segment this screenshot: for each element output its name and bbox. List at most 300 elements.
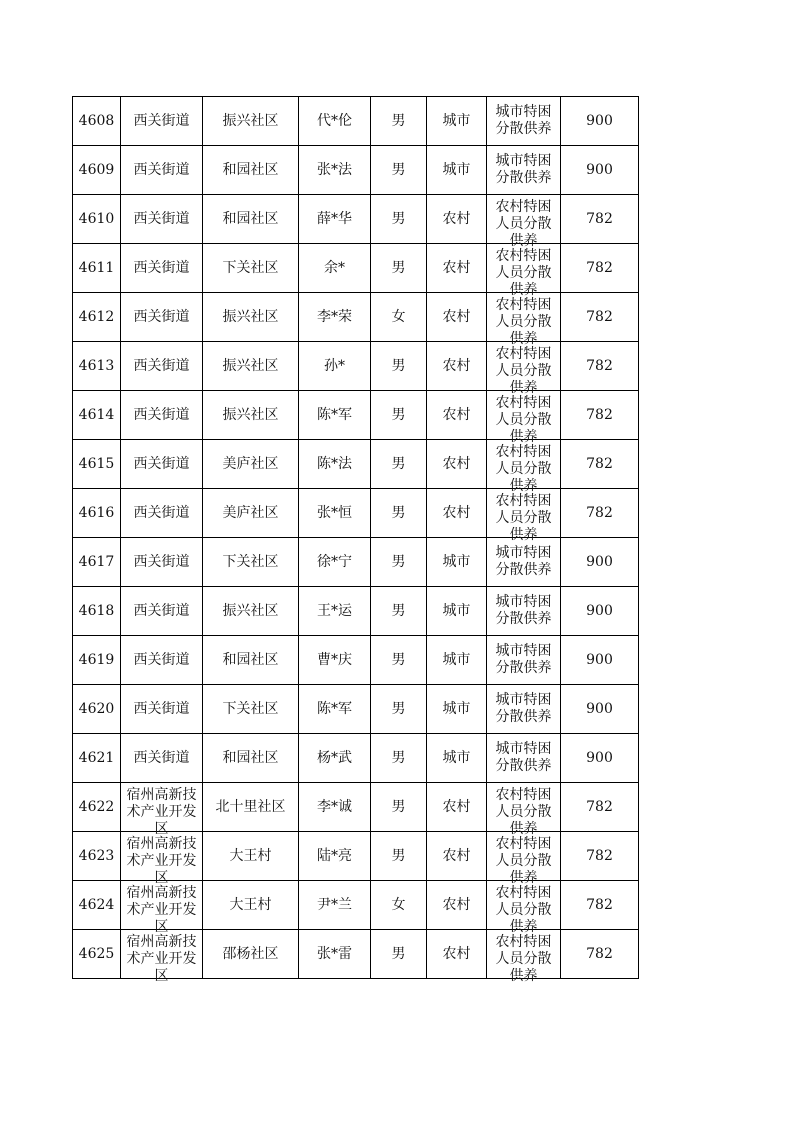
support-type-cell [487, 391, 561, 445]
gender-cell-text: 男 [391, 602, 406, 619]
community-cell [203, 734, 299, 783]
name-cell-text: 徐*宁 [317, 553, 352, 570]
community-cell-text: 邵杨社区 [222, 945, 279, 962]
name-cell-text: 张*恒 [317, 504, 352, 521]
record-id-cell [73, 489, 121, 538]
name-cell [299, 146, 371, 195]
street-cell [121, 685, 203, 734]
street-cell-text: 西关街道 [133, 308, 190, 325]
street-cell-text: 宿州高新技术产业开发区 [126, 787, 197, 837]
area-cell-text: 农村 [442, 896, 471, 913]
community-cell [203, 97, 299, 146]
gender-cell-text: 女 [391, 896, 406, 913]
name-cell-text: 杨*武 [317, 749, 352, 766]
gender-cell [371, 636, 427, 685]
community-cell [203, 636, 299, 685]
name-cell [299, 440, 371, 489]
gender-cell [371, 489, 427, 538]
street-cell-text: 西关街道 [133, 651, 190, 668]
records-table [72, 96, 639, 984]
gender-cell [371, 734, 427, 783]
record-id-cell [73, 342, 121, 391]
area-cell [427, 440, 487, 489]
area-cell-text: 农村 [442, 406, 471, 423]
area-cell [427, 930, 487, 979]
community-cell [203, 440, 299, 489]
record-id-cell-text: 4616 [78, 504, 115, 521]
gender-cell [371, 146, 427, 195]
table-row [73, 930, 639, 979]
gender-cell-text: 男 [391, 504, 406, 521]
support-type-cell-text: 农村特困人员分散供养 [495, 787, 552, 837]
gender-cell [371, 391, 427, 440]
table-row [73, 342, 639, 391]
amount-cell [561, 146, 639, 195]
support-type-cell [487, 244, 561, 298]
amount-cell-text: 782 [586, 210, 613, 227]
street-cell [121, 636, 203, 685]
gender-cell [371, 244, 427, 293]
street-cell-text: 西关街道 [133, 210, 190, 227]
community-cell-text: 大王村 [229, 896, 272, 913]
name-cell [299, 734, 371, 783]
name-cell-text: 张*法 [317, 161, 352, 178]
support-type-cell [487, 783, 561, 837]
name-cell [299, 930, 371, 979]
area-cell [427, 195, 487, 244]
gender-cell-text: 男 [391, 161, 406, 178]
table-row [73, 538, 639, 587]
gender-cell-text: 男 [391, 357, 406, 374]
amount-cell-text: 782 [586, 455, 613, 472]
support-type-cell-text: 农村特困人员分散供养 [495, 297, 552, 347]
support-type-cell [487, 146, 561, 195]
gender-cell [371, 342, 427, 391]
support-type-cell [487, 538, 561, 587]
name-cell [299, 293, 371, 342]
community-cell-text: 振兴社区 [222, 308, 279, 325]
name-cell [299, 97, 371, 146]
amount-cell [561, 783, 639, 832]
street-cell-text: 西关街道 [133, 700, 190, 717]
name-cell [299, 195, 371, 244]
table-row [73, 293, 639, 342]
record-id-cell [73, 636, 121, 685]
gender-cell-text: 男 [391, 455, 406, 472]
support-type-cell-text: 城市特困分散供养 [495, 692, 552, 725]
amount-cell-text: 782 [586, 798, 613, 815]
street-cell [121, 146, 203, 195]
amount-cell-text: 900 [586, 651, 613, 668]
gender-cell [371, 293, 427, 342]
community-cell-text: 下关社区 [222, 259, 279, 276]
record-id-cell [73, 97, 121, 146]
amount-cell-text: 782 [586, 406, 613, 423]
area-cell-text: 城市 [442, 651, 471, 668]
table-row [73, 391, 639, 440]
support-type-cell [487, 440, 561, 494]
street-cell-text: 宿州高新技术产业开发区 [126, 934, 197, 984]
gender-cell-text: 男 [391, 259, 406, 276]
area-cell [427, 685, 487, 734]
name-cell [299, 244, 371, 293]
gender-cell-text: 女 [391, 308, 406, 325]
community-cell-text: 振兴社区 [222, 602, 279, 619]
community-cell-text: 下关社区 [222, 700, 279, 717]
street-cell-text: 西关街道 [133, 602, 190, 619]
record-id-cell-text: 4610 [78, 210, 115, 227]
name-cell-text: 薛*华 [317, 210, 352, 227]
street-cell [121, 930, 203, 984]
street-cell [121, 783, 203, 837]
gender-cell [371, 97, 427, 146]
support-type-cell-text: 农村特困人员分散供养 [495, 199, 552, 249]
record-id-cell-text: 4608 [78, 112, 115, 129]
amount-cell-text: 900 [586, 602, 613, 619]
area-cell-text: 城市 [442, 553, 471, 570]
community-cell [203, 391, 299, 440]
name-cell [299, 832, 371, 881]
community-cell [203, 342, 299, 391]
gender-cell [371, 930, 427, 979]
name-cell-text: 陆*亮 [317, 847, 352, 864]
amount-cell [561, 587, 639, 636]
support-type-cell-text: 城市特困分散供养 [495, 104, 552, 137]
street-cell [121, 195, 203, 244]
amount-cell [561, 342, 639, 391]
area-cell [427, 734, 487, 783]
name-cell-text: 尹*兰 [317, 896, 352, 913]
community-cell-text: 振兴社区 [222, 112, 279, 129]
record-id-cell [73, 146, 121, 195]
name-cell-text: 代*伦 [317, 112, 352, 129]
amount-cell [561, 881, 639, 930]
name-cell-text: 余* [324, 259, 345, 276]
record-id-cell-text: 4624 [78, 896, 115, 913]
support-type-cell [487, 685, 561, 734]
gender-cell [371, 881, 427, 930]
support-type-cell-text: 农村特困人员分散供养 [495, 885, 552, 935]
street-cell [121, 832, 203, 886]
amount-cell-text: 782 [586, 945, 613, 962]
record-id-cell-text: 4617 [78, 553, 115, 570]
name-cell-text: 孙* [324, 357, 345, 374]
gender-cell-text: 男 [391, 700, 406, 717]
table-row [73, 244, 639, 293]
support-type-cell-text: 农村特困人员分散供养 [495, 934, 552, 984]
gender-cell-text: 男 [391, 651, 406, 668]
community-cell-text: 大王村 [229, 847, 272, 864]
community-cell [203, 489, 299, 538]
street-cell [121, 342, 203, 391]
support-type-cell-text: 城市特困分散供养 [495, 153, 552, 186]
support-type-cell [487, 195, 561, 249]
street-cell [121, 97, 203, 146]
name-cell [299, 685, 371, 734]
area-cell [427, 244, 487, 293]
street-cell-text: 西关街道 [133, 504, 190, 521]
street-cell [121, 538, 203, 587]
amount-cell-text: 900 [586, 700, 613, 717]
name-cell [299, 783, 371, 832]
amount-cell-text: 782 [586, 847, 613, 864]
support-type-cell [487, 881, 561, 935]
gender-cell-text: 男 [391, 798, 406, 815]
name-cell [299, 881, 371, 930]
support-type-cell [487, 832, 561, 886]
community-cell [203, 244, 299, 293]
amount-cell [561, 685, 639, 734]
name-cell-text: 陈*军 [317, 406, 352, 423]
support-type-cell [487, 293, 561, 347]
record-id-cell [73, 195, 121, 244]
name-cell [299, 342, 371, 391]
street-cell-text: 西关街道 [133, 455, 190, 472]
community-cell [203, 587, 299, 636]
support-type-cell [487, 342, 561, 396]
record-id-cell [73, 440, 121, 489]
table-row [73, 195, 639, 244]
record-id-cell-text: 4611 [78, 259, 115, 276]
community-cell [203, 685, 299, 734]
support-type-cell-text: 城市特困分散供养 [495, 643, 552, 676]
name-cell-text: 李*诚 [317, 798, 352, 815]
support-type-cell [487, 489, 561, 543]
support-type-cell [487, 587, 561, 636]
amount-cell [561, 636, 639, 685]
gender-cell-text: 男 [391, 406, 406, 423]
community-cell-text: 和园社区 [222, 161, 279, 178]
amount-cell [561, 734, 639, 783]
record-id-cell [73, 293, 121, 342]
record-id-cell-text: 4615 [78, 455, 115, 472]
record-id-cell-text: 4614 [78, 406, 115, 423]
amount-cell [561, 391, 639, 440]
table-row [73, 440, 639, 489]
area-cell-text: 城市 [442, 112, 471, 129]
gender-cell-text: 男 [391, 210, 406, 227]
record-id-cell [73, 244, 121, 293]
support-type-cell-text: 城市特困分散供养 [495, 545, 552, 578]
street-cell-text: 西关街道 [133, 112, 190, 129]
amount-cell [561, 195, 639, 244]
area-cell [427, 97, 487, 146]
amount-cell [561, 538, 639, 587]
amount-cell-text: 900 [586, 112, 613, 129]
community-cell [203, 783, 299, 832]
area-cell-text: 农村 [442, 259, 471, 276]
record-id-cell [73, 881, 121, 930]
record-id-cell-text: 4613 [78, 357, 115, 374]
support-type-cell-text: 城市特困分散供养 [495, 594, 552, 627]
area-cell [427, 538, 487, 587]
amount-cell-text: 782 [586, 896, 613, 913]
amount-cell-text: 782 [586, 259, 613, 276]
street-cell-text: 西关街道 [133, 749, 190, 766]
area-cell [427, 636, 487, 685]
record-id-cell-text: 4612 [78, 308, 115, 325]
support-type-cell-text: 城市特困分散供养 [495, 741, 552, 774]
area-cell-text: 农村 [442, 210, 471, 227]
table-row [73, 489, 639, 538]
support-type-cell [487, 97, 561, 146]
street-cell [121, 293, 203, 342]
street-cell-text: 宿州高新技术产业开发区 [126, 885, 197, 935]
table-row [73, 636, 639, 685]
area-cell-text: 农村 [442, 798, 471, 815]
street-cell-text: 西关街道 [133, 357, 190, 374]
table-row [73, 734, 639, 783]
gender-cell-text: 男 [391, 112, 406, 129]
area-cell [427, 832, 487, 881]
record-id-cell-text: 4619 [78, 651, 115, 668]
name-cell-text: 张*雷 [317, 945, 352, 962]
amount-cell [561, 832, 639, 881]
street-cell-text: 西关街道 [133, 553, 190, 570]
amount-cell [561, 930, 639, 979]
gender-cell [371, 783, 427, 832]
amount-cell [561, 440, 639, 489]
area-cell-text: 农村 [442, 455, 471, 472]
community-cell [203, 930, 299, 979]
area-cell [427, 146, 487, 195]
table-row [73, 783, 639, 832]
community-cell-text: 和园社区 [222, 210, 279, 227]
area-cell-text: 城市 [442, 749, 471, 766]
table-row [73, 97, 639, 146]
community-cell-text: 振兴社区 [222, 406, 279, 423]
community-cell [203, 146, 299, 195]
name-cell [299, 636, 371, 685]
table-row [73, 832, 639, 881]
table-row [73, 587, 639, 636]
amount-cell-text: 782 [586, 357, 613, 374]
community-cell [203, 293, 299, 342]
gender-cell [371, 195, 427, 244]
gender-cell-text: 男 [391, 945, 406, 962]
record-id-cell [73, 832, 121, 881]
community-cell-text: 美庐社区 [222, 455, 279, 472]
record-id-cell [73, 391, 121, 440]
name-cell [299, 489, 371, 538]
record-id-cell-text: 4625 [78, 945, 115, 962]
record-id-cell-text: 4609 [78, 161, 115, 178]
area-cell-text: 农村 [442, 847, 471, 864]
amount-cell [561, 97, 639, 146]
area-cell [427, 293, 487, 342]
area-cell-text: 农村 [442, 308, 471, 325]
street-cell-text: 西关街道 [133, 161, 190, 178]
area-cell-text: 城市 [442, 161, 471, 178]
gender-cell-text: 男 [391, 749, 406, 766]
record-id-cell-text: 4622 [78, 798, 115, 815]
table-row [73, 685, 639, 734]
name-cell [299, 587, 371, 636]
area-cell-text: 城市 [442, 602, 471, 619]
street-cell [121, 587, 203, 636]
community-cell [203, 881, 299, 930]
amount-cell-text: 782 [586, 504, 613, 521]
table-row [73, 881, 639, 930]
community-cell [203, 538, 299, 587]
support-type-cell-text: 农村特困人员分散供养 [495, 248, 552, 298]
support-type-cell [487, 636, 561, 685]
street-cell [121, 734, 203, 783]
record-id-cell [73, 734, 121, 783]
area-cell-text: 农村 [442, 504, 471, 521]
name-cell [299, 538, 371, 587]
record-id-cell [73, 685, 121, 734]
area-cell-text: 农村 [442, 357, 471, 374]
record-id-cell [73, 783, 121, 832]
area-cell-text: 城市 [442, 700, 471, 717]
gender-cell [371, 832, 427, 881]
support-type-cell-text: 农村特困人员分散供养 [495, 395, 552, 445]
support-type-cell [487, 930, 561, 984]
support-type-cell-text: 农村特困人员分散供养 [495, 346, 552, 396]
street-cell-text: 宿州高新技术产业开发区 [126, 836, 197, 886]
record-id-cell-text: 4618 [78, 602, 115, 619]
name-cell-text: 曹*庆 [317, 651, 352, 668]
record-id-cell-text: 4623 [78, 847, 115, 864]
support-type-cell [487, 734, 561, 783]
name-cell-text: 王*运 [317, 602, 352, 619]
amount-cell-text: 782 [586, 308, 613, 325]
support-type-cell-text: 农村特困人员分散供养 [495, 493, 552, 543]
name-cell-text: 李*荣 [317, 308, 352, 325]
name-cell-text: 陈*法 [317, 455, 352, 472]
name-cell-text: 陈*军 [317, 700, 352, 717]
support-type-cell-text: 农村特困人员分散供养 [495, 444, 552, 494]
amount-cell-text: 900 [586, 553, 613, 570]
amount-cell [561, 489, 639, 538]
community-cell-text: 振兴社区 [222, 357, 279, 374]
area-cell [427, 587, 487, 636]
street-cell [121, 244, 203, 293]
support-type-cell-text: 农村特困人员分散供养 [495, 836, 552, 886]
record-id-cell [73, 587, 121, 636]
record-id-cell [73, 930, 121, 979]
amount-cell-text: 900 [586, 161, 613, 178]
record-id-cell [73, 538, 121, 587]
street-cell-text: 西关街道 [133, 259, 190, 276]
gender-cell-text: 男 [391, 553, 406, 570]
community-cell [203, 195, 299, 244]
area-cell [427, 881, 487, 930]
community-cell-text: 美庐社区 [222, 504, 279, 521]
community-cell-text: 北十里社区 [215, 798, 286, 815]
gender-cell [371, 685, 427, 734]
gender-cell-text: 男 [391, 847, 406, 864]
street-cell-text: 西关街道 [133, 406, 190, 423]
street-cell [121, 489, 203, 538]
amount-cell [561, 244, 639, 293]
area-cell-text: 农村 [442, 945, 471, 962]
area-cell [427, 391, 487, 440]
street-cell [121, 440, 203, 489]
records-body [73, 97, 639, 984]
name-cell [299, 391, 371, 440]
record-id-cell-text: 4620 [78, 700, 115, 717]
amount-cell [561, 293, 639, 342]
street-cell [121, 881, 203, 935]
gender-cell [371, 587, 427, 636]
gender-cell [371, 440, 427, 489]
table-row [73, 146, 639, 195]
area-cell [427, 783, 487, 832]
area-cell [427, 489, 487, 538]
amount-cell-text: 900 [586, 749, 613, 766]
